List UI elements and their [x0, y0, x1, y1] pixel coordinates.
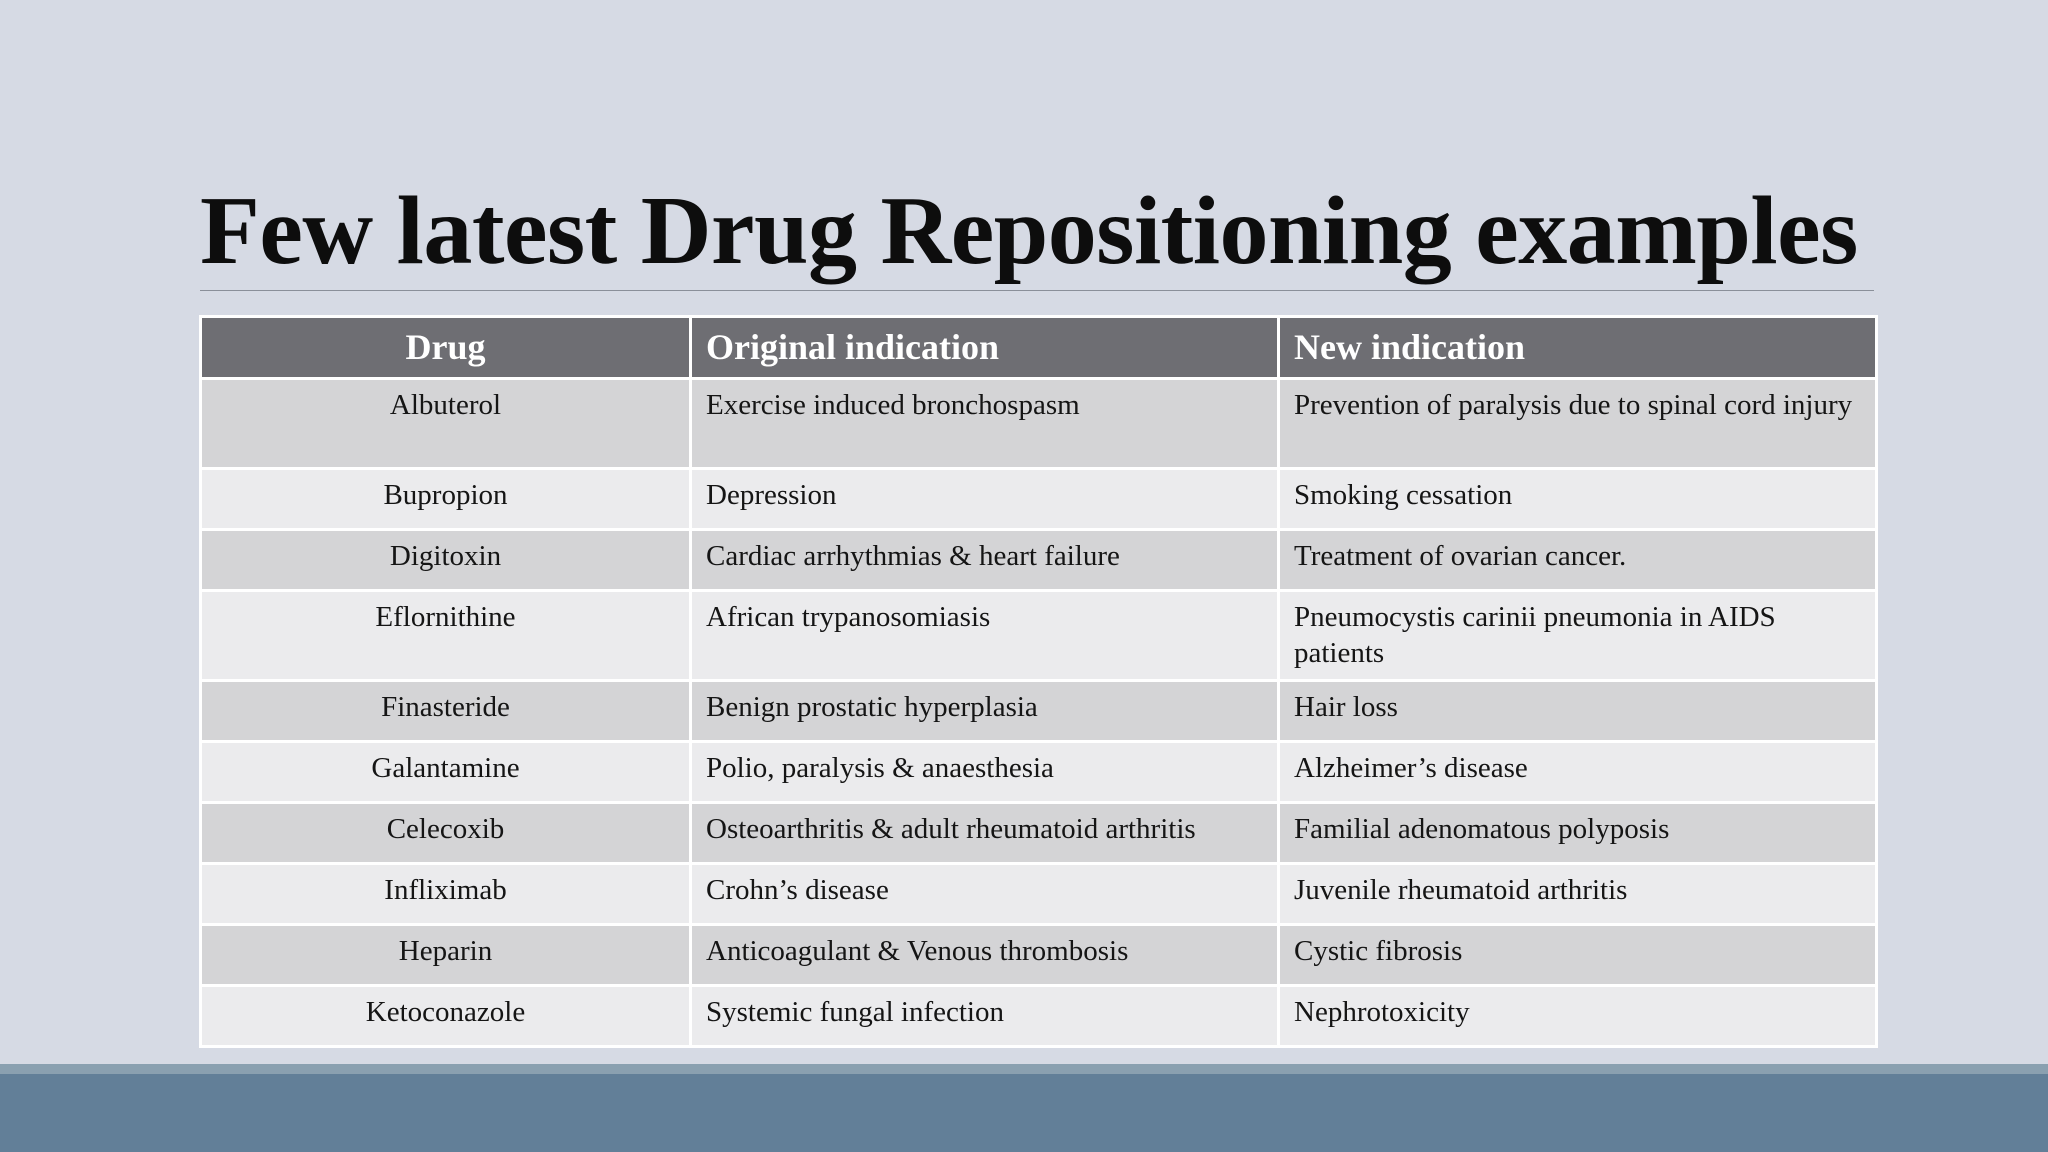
cell-new-indication: Pneumocystis carinii pneumonia in AIDS patients	[1279, 591, 1877, 681]
cell-original-indication: Polio, paralysis & anaesthesia	[691, 742, 1279, 803]
cell-original-indication: Benign prostatic hyperplasia	[691, 681, 1279, 742]
cell-drug: Albuterol	[201, 379, 691, 469]
cell-new-indication: Nephrotoxicity	[1279, 986, 1877, 1047]
footer-band	[0, 1074, 2048, 1152]
footer-stripe	[0, 1064, 2048, 1074]
title-underline	[200, 290, 1874, 291]
cell-new-indication: Familial adenomatous polyposis	[1279, 803, 1877, 864]
table-row	[201, 803, 1877, 864]
table-row	[201, 379, 1877, 469]
drug-repositioning-table	[199, 315, 1878, 1048]
cell-drug: Ketoconazole	[201, 986, 691, 1047]
cell-new-indication: Smoking cessation	[1279, 469, 1877, 530]
cell-drug: Bupropion	[201, 469, 691, 530]
cell-new-indication: Cystic fibrosis	[1279, 925, 1877, 986]
cell-original-indication: Systemic fungal infection	[691, 986, 1279, 1047]
table-row	[201, 530, 1877, 591]
cell-original-indication: Anticoagulant & Venous thrombosis	[691, 925, 1279, 986]
cell-new-indication: Treatment of ovarian cancer.	[1279, 530, 1877, 591]
header-new-indication: New indication	[1279, 317, 1877, 379]
cell-drug: Finasteride	[201, 681, 691, 742]
cell-original-indication: Osteoarthritis & adult rheumatoid arthritis	[691, 803, 1279, 864]
table-row	[201, 986, 1877, 1047]
cell-drug: Heparin	[201, 925, 691, 986]
cell-drug: Infliximab	[201, 864, 691, 925]
table-row	[201, 681, 1877, 742]
cell-original-indication: Depression	[691, 469, 1279, 530]
table-row	[201, 591, 1877, 681]
table-row	[201, 864, 1877, 925]
cell-new-indication: Prevention of paralysis due to spinal cord injury	[1279, 379, 1877, 469]
cell-drug: Celecoxib	[201, 803, 691, 864]
cell-original-indication: Crohn’s disease	[691, 864, 1279, 925]
table-row	[201, 469, 1877, 530]
cell-new-indication: Juvenile rheumatoid arthritis	[1279, 864, 1877, 925]
cell-new-indication: Alzheimer’s disease	[1279, 742, 1877, 803]
header-original-indication: Original indication	[691, 317, 1279, 379]
cell-drug: Galantamine	[201, 742, 691, 803]
cell-original-indication: Cardiac arrhythmias & heart failure	[691, 530, 1279, 591]
cell-new-indication: Hair loss	[1279, 681, 1877, 742]
cell-drug: Eflornithine	[201, 591, 691, 681]
cell-original-indication: African trypanosomiasis	[691, 591, 1279, 681]
cell-drug: Digitoxin	[201, 530, 691, 591]
slide-title: Few latest Drug Repositioning examples	[200, 177, 1858, 285]
cell-original-indication: Exercise induced bronchospasm	[691, 379, 1279, 469]
table-header-row	[201, 317, 1877, 379]
table-row	[201, 925, 1877, 986]
table-row	[201, 742, 1877, 803]
header-drug: Drug	[201, 317, 691, 379]
